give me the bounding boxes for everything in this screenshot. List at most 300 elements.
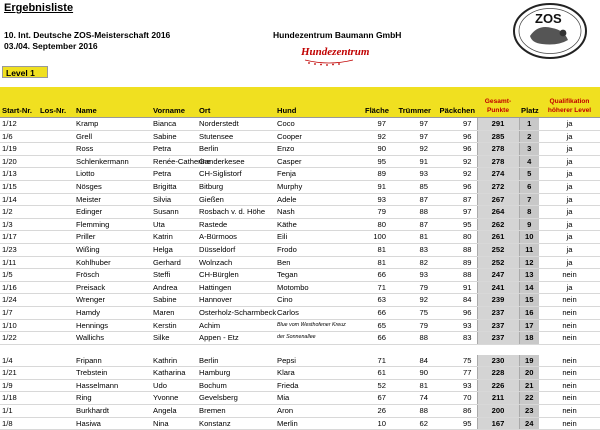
table-row xyxy=(0,118,600,131)
cell-paeckchen: 93 xyxy=(433,379,477,392)
cell-startnr: 1/2 xyxy=(0,206,38,219)
results-table xyxy=(0,87,600,430)
cell-startnr: 1/18 xyxy=(0,392,38,405)
cell-name: Grell xyxy=(74,130,151,143)
cell-name: Preisack xyxy=(74,281,151,294)
cell-startnr: 1/5 xyxy=(0,269,38,282)
table-row xyxy=(0,155,600,168)
cell-truemmer: 81 xyxy=(391,231,433,244)
col-hund: Hund xyxy=(275,87,351,118)
cell-gesamt: 272 xyxy=(477,180,519,193)
table-row xyxy=(0,319,600,332)
cell-paeckchen: 87 xyxy=(433,193,477,206)
cell-platz: 14 xyxy=(519,281,539,294)
spacer-cell xyxy=(0,344,600,355)
cell-flaeche: 66 xyxy=(351,306,391,319)
cell-platz: 24 xyxy=(519,417,539,430)
cell-flaeche: 92 xyxy=(351,130,391,143)
table-row xyxy=(0,180,600,193)
cell-paeckchen: 97 xyxy=(433,206,477,219)
cell-startnr: 1/15 xyxy=(0,180,38,193)
cell-vorname: Katrin xyxy=(151,231,197,244)
cell-startnr: 1/16 xyxy=(0,281,38,294)
cell-vorname: Brigitta xyxy=(151,180,197,193)
cell-ort: Appen - Etz xyxy=(197,332,275,345)
hundezentrum-logo xyxy=(299,42,370,68)
cell-platz: 17 xyxy=(519,319,539,332)
cell-paeckchen: 92 xyxy=(433,168,477,181)
cell-paeckchen: 84 xyxy=(433,294,477,307)
cell-paeckchen: 95 xyxy=(433,417,477,430)
cell-losnr xyxy=(38,143,74,156)
cell-hund: Fenja xyxy=(275,168,351,181)
zos-logo xyxy=(512,2,588,60)
cell-quali: ja xyxy=(539,180,600,193)
cell-paeckchen: 77 xyxy=(433,367,477,380)
cell-name: Wrenger xyxy=(74,294,151,307)
cell-name: Liotto xyxy=(74,168,151,181)
cell-quali: ja xyxy=(539,281,600,294)
cell-paeckchen: 96 xyxy=(433,130,477,143)
cell-gesamt: 285 xyxy=(477,130,519,143)
cell-hund: Murphy xyxy=(275,180,351,193)
cell-flaeche: 91 xyxy=(351,180,391,193)
event-date: 03./04. September 2016 xyxy=(4,41,98,51)
col-gesamt: Gesamt-Punkte xyxy=(477,87,519,118)
cell-name: Fripann xyxy=(74,355,151,367)
cell-vorname: Silvia xyxy=(151,193,197,206)
cell-flaeche: 71 xyxy=(351,281,391,294)
cell-flaeche: 89 xyxy=(351,168,391,181)
cell-hund: Carlos xyxy=(275,306,351,319)
cell-hund: Adele xyxy=(275,193,351,206)
cell-gesamt: 237 xyxy=(477,319,519,332)
cell-vorname: Renée-Catherine xyxy=(151,155,197,168)
table-row xyxy=(0,256,600,269)
cell-startnr: 1/14 xyxy=(0,193,38,206)
cell-quali: nein xyxy=(539,269,600,282)
cell-flaeche: 81 xyxy=(351,256,391,269)
cell-startnr: 1/13 xyxy=(0,168,38,181)
cell-paeckchen: 96 xyxy=(433,180,477,193)
cell-flaeche: 65 xyxy=(351,319,391,332)
cell-gesamt: 291 xyxy=(477,118,519,131)
cell-truemmer: 91 xyxy=(391,155,433,168)
table-row xyxy=(0,392,600,405)
cell-ort: Gießen xyxy=(197,193,275,206)
cell-vorname: Angela xyxy=(151,405,197,418)
table-row xyxy=(0,306,600,319)
cell-ort: Rastede xyxy=(197,218,275,231)
cell-platz: 20 xyxy=(519,367,539,380)
cell-name: Kohlhuber xyxy=(74,256,151,269)
col-truemmer: Trümmer xyxy=(391,87,433,118)
cell-gesamt: 211 xyxy=(477,392,519,405)
cell-gesamt: 267 xyxy=(477,193,519,206)
table-row xyxy=(0,231,600,244)
col-platz: Platz xyxy=(519,87,539,118)
cell-flaeche: 63 xyxy=(351,294,391,307)
cell-losnr xyxy=(38,417,74,430)
cell-hund: Motombo xyxy=(275,281,351,294)
cell-quali: nein xyxy=(539,417,600,430)
cell-truemmer: 97 xyxy=(391,118,433,131)
table-row xyxy=(0,218,600,231)
cell-paeckchen: 88 xyxy=(433,269,477,282)
cell-quali: ja xyxy=(539,243,600,256)
cell-ort: Osterholz-Scharmbeck xyxy=(197,306,275,319)
table-row xyxy=(0,130,600,143)
cell-quali: nein xyxy=(539,306,600,319)
cell-truemmer: 81 xyxy=(391,379,433,392)
cell-vorname: Maren xyxy=(151,306,197,319)
logo-text: Hundezentrum xyxy=(301,46,370,58)
cell-vorname: Gerhard xyxy=(151,256,197,269)
col-name: Name xyxy=(74,87,151,118)
cell-hund: Nash xyxy=(275,206,351,219)
cell-platz: 18 xyxy=(519,332,539,345)
cell-truemmer: 83 xyxy=(391,243,433,256)
cell-ort: Düsseldorf xyxy=(197,243,275,256)
cell-flaeche: 97 xyxy=(351,118,391,131)
cell-gesamt: 261 xyxy=(477,231,519,244)
cell-platz: 7 xyxy=(519,193,539,206)
cell-truemmer: 92 xyxy=(391,143,433,156)
cell-hund: Coco xyxy=(275,118,351,131)
col-quali: Qualifikation höherer Level xyxy=(539,87,600,118)
cell-hund: Merlin xyxy=(275,417,351,430)
cell-quali: nein xyxy=(539,294,600,307)
cell-losnr xyxy=(38,256,74,269)
cell-startnr: 1/1 xyxy=(0,405,38,418)
cell-platz: 23 xyxy=(519,405,539,418)
cell-quali: ja xyxy=(539,143,600,156)
cell-quali: ja xyxy=(539,256,600,269)
cell-paeckchen: 92 xyxy=(433,155,477,168)
cell-losnr xyxy=(38,392,74,405)
cell-losnr xyxy=(38,355,74,367)
cell-truemmer: 74 xyxy=(391,392,433,405)
cell-quali: nein xyxy=(539,332,600,345)
cell-startnr: 1/24 xyxy=(0,294,38,307)
cell-ort: Hattingen xyxy=(197,281,275,294)
table-row xyxy=(0,243,600,256)
cell-hund: Käthe xyxy=(275,218,351,231)
cell-ort: A-Bürmoos xyxy=(197,231,275,244)
cell-flaeche: 66 xyxy=(351,269,391,282)
cell-startnr: 1/4 xyxy=(0,355,38,367)
cell-flaeche: 26 xyxy=(351,405,391,418)
cell-hund: Blue vom Westhofener Kreuz xyxy=(275,319,351,332)
cell-flaeche: 80 xyxy=(351,218,391,231)
col-paeckchen: Päckchen xyxy=(433,87,477,118)
cell-truemmer: 62 xyxy=(391,417,433,430)
cell-quali: nein xyxy=(539,405,600,418)
cell-flaeche: 71 xyxy=(351,355,391,367)
col-losnr: Los-Nr. xyxy=(38,87,74,118)
table-row xyxy=(0,332,600,345)
cell-paeckchen: 75 xyxy=(433,355,477,367)
cell-startnr: 1/8 xyxy=(0,417,38,430)
cell-hund: Casper xyxy=(275,155,351,168)
cell-hund: Cino xyxy=(275,294,351,307)
cell-paeckchen: 89 xyxy=(433,256,477,269)
cell-startnr: 1/3 xyxy=(0,218,38,231)
table-row xyxy=(0,168,600,181)
cell-name: Hasselmann xyxy=(74,379,151,392)
cell-startnr: 1/9 xyxy=(0,379,38,392)
cell-paeckchen: 80 xyxy=(433,231,477,244)
cell-flaeche: 79 xyxy=(351,206,391,219)
cell-losnr xyxy=(38,118,74,131)
cell-vorname: Sabine xyxy=(151,130,197,143)
cell-paeckchen: 96 xyxy=(433,143,477,156)
cell-vorname: Petra xyxy=(151,168,197,181)
cell-ort: Konstanz xyxy=(197,417,275,430)
col-startnr: Start-Nr. xyxy=(0,87,38,118)
cell-flaeche: 10 xyxy=(351,417,391,430)
cell-gesamt: 228 xyxy=(477,367,519,380)
cell-truemmer: 97 xyxy=(391,130,433,143)
cell-ort: Stutensee xyxy=(197,130,275,143)
cell-ort: Bremen xyxy=(197,405,275,418)
cell-paeckchen: 70 xyxy=(433,392,477,405)
cell-losnr xyxy=(38,332,74,345)
cell-truemmer: 92 xyxy=(391,294,433,307)
cell-ort: Berlin xyxy=(197,355,275,367)
cell-startnr: 1/17 xyxy=(0,231,38,244)
cell-platz: 5 xyxy=(519,168,539,181)
cell-gesamt: 278 xyxy=(477,155,519,168)
cell-losnr xyxy=(38,405,74,418)
cell-quali: ja xyxy=(539,130,600,143)
cell-gesamt: 237 xyxy=(477,306,519,319)
cell-platz: 9 xyxy=(519,218,539,231)
cell-platz: 2 xyxy=(519,130,539,143)
cell-flaeche: 67 xyxy=(351,392,391,405)
cell-losnr xyxy=(38,168,74,181)
cell-vorname: Andrea xyxy=(151,281,197,294)
cell-name: Hamdy xyxy=(74,306,151,319)
cell-name: Nösges xyxy=(74,180,151,193)
cell-paeckchen: 96 xyxy=(433,306,477,319)
cell-hund: Aron xyxy=(275,405,351,418)
cell-flaeche: 90 xyxy=(351,143,391,156)
cell-gesamt: 226 xyxy=(477,379,519,392)
cell-quali: ja xyxy=(539,168,600,181)
cell-truemmer: 75 xyxy=(391,306,433,319)
cell-name: Flemming xyxy=(74,218,151,231)
cell-flaeche: 95 xyxy=(351,155,391,168)
cell-truemmer: 79 xyxy=(391,319,433,332)
cell-truemmer: 93 xyxy=(391,269,433,282)
cell-name: Hennings xyxy=(74,319,151,332)
cell-vorname: Kathrin xyxy=(151,355,197,367)
table-row xyxy=(0,281,600,294)
page-title: Ergebnisliste xyxy=(4,2,74,14)
cell-losnr xyxy=(38,155,74,168)
cell-hund: Frieda xyxy=(275,379,351,392)
cell-name: Frösch xyxy=(74,269,151,282)
table-row xyxy=(0,417,600,430)
cell-platz: 3 xyxy=(519,143,539,156)
cell-platz: 11 xyxy=(519,243,539,256)
cell-hund: Tegan xyxy=(275,269,351,282)
level-badge: Level 1 xyxy=(2,66,48,78)
cell-ort: Berlin xyxy=(197,143,275,156)
cell-vorname: Yvonne xyxy=(151,392,197,405)
event-info xyxy=(4,30,170,52)
cell-name: Schlenkermann xyxy=(74,155,151,168)
cell-vorname: Helga xyxy=(151,243,197,256)
cell-name: Hasiwa xyxy=(74,417,151,430)
cell-vorname: Steffi xyxy=(151,269,197,282)
cell-name: Ross xyxy=(74,143,151,156)
cell-truemmer: 93 xyxy=(391,168,433,181)
cell-quali: nein xyxy=(539,379,600,392)
cell-startnr: 1/22 xyxy=(0,332,38,345)
cell-hund: Frodo xyxy=(275,243,351,256)
cell-ort: Achim xyxy=(197,319,275,332)
cell-losnr xyxy=(38,281,74,294)
table-row xyxy=(0,143,600,156)
cell-hund: Mia xyxy=(275,392,351,405)
cell-losnr xyxy=(38,218,74,231)
cell-paeckchen: 83 xyxy=(433,332,477,345)
cell-gesamt: 274 xyxy=(477,168,519,181)
cell-truemmer: 90 xyxy=(391,367,433,380)
cell-losnr xyxy=(38,180,74,193)
cell-quali: ja xyxy=(539,118,600,131)
cell-gesamt: 278 xyxy=(477,143,519,156)
cell-ort: Rosbach v. d. Höhe xyxy=(197,206,275,219)
cell-name: Wallichs xyxy=(74,332,151,345)
cell-truemmer: 84 xyxy=(391,355,433,367)
table-row xyxy=(0,405,600,418)
table-header xyxy=(0,87,600,118)
cell-truemmer: 88 xyxy=(391,405,433,418)
cell-gesamt: 247 xyxy=(477,269,519,282)
cell-gesamt: 252 xyxy=(477,256,519,269)
cell-quali: ja xyxy=(539,193,600,206)
cell-vorname: Bianca xyxy=(151,118,197,131)
cell-platz: 12 xyxy=(519,256,539,269)
cell-vorname: Uta xyxy=(151,218,197,231)
cell-quali: ja xyxy=(539,206,600,219)
cell-quali: nein xyxy=(539,319,600,332)
spacer-row xyxy=(0,344,600,355)
cell-truemmer: 79 xyxy=(391,281,433,294)
cell-name: Trebstein xyxy=(74,367,151,380)
cell-paeckchen: 95 xyxy=(433,218,477,231)
table-row xyxy=(0,379,600,392)
cell-platz: 1 xyxy=(519,118,539,131)
cell-quali: nein xyxy=(539,355,600,367)
cell-losnr xyxy=(38,193,74,206)
cell-platz: 21 xyxy=(519,379,539,392)
cell-losnr xyxy=(38,306,74,319)
table-row xyxy=(0,294,600,307)
cell-truemmer: 88 xyxy=(391,332,433,345)
cell-losnr xyxy=(38,231,74,244)
cell-ort: Wolnzach xyxy=(197,256,275,269)
cell-vorname: Petra xyxy=(151,143,197,156)
cell-ort: Hannover xyxy=(197,294,275,307)
col-ort: Ort xyxy=(197,87,275,118)
cell-gesamt: 252 xyxy=(477,243,519,256)
cell-platz: 19 xyxy=(519,355,539,367)
col-flaeche: Fläche xyxy=(351,87,391,118)
cell-vorname: Silke xyxy=(151,332,197,345)
cell-flaeche: 66 xyxy=(351,332,391,345)
cell-truemmer: 85 xyxy=(391,180,433,193)
cell-platz: 22 xyxy=(519,392,539,405)
cell-paeckchen: 88 xyxy=(433,243,477,256)
cell-ort: CH-Bürglen xyxy=(197,269,275,282)
cell-flaeche: 81 xyxy=(351,243,391,256)
cell-hund: Cooper xyxy=(275,130,351,143)
cell-hund: Pepsi xyxy=(275,355,351,367)
cell-losnr xyxy=(38,379,74,392)
cell-platz: 13 xyxy=(519,269,539,282)
cell-vorname: Udo xyxy=(151,379,197,392)
cell-vorname: Kerstin xyxy=(151,319,197,332)
event-title: 10. Int. Deutsche ZOS-Meisterschaft 2016 xyxy=(4,30,171,40)
cell-losnr xyxy=(38,206,74,219)
cell-truemmer: 87 xyxy=(391,193,433,206)
cell-ort: Ganderkesee xyxy=(197,155,275,168)
cell-hund: Eili xyxy=(275,231,351,244)
cell-hund: Ben xyxy=(275,256,351,269)
cell-losnr xyxy=(38,130,74,143)
cell-name: Edinger xyxy=(74,206,151,219)
logo-zos-text: ZOS xyxy=(535,11,562,26)
cell-losnr xyxy=(38,269,74,282)
table-row xyxy=(0,193,600,206)
cell-startnr: 1/10 xyxy=(0,319,38,332)
organizer: Hundezentrum Baumann GmbH xyxy=(273,30,402,40)
cell-platz: 8 xyxy=(519,206,539,219)
cell-vorname: Nina xyxy=(151,417,197,430)
cell-paeckchen: 97 xyxy=(433,118,477,131)
cell-losnr xyxy=(38,319,74,332)
table-row xyxy=(0,269,600,282)
cell-name: Kramp xyxy=(74,118,151,131)
cell-platz: 10 xyxy=(519,231,539,244)
cell-losnr xyxy=(38,243,74,256)
cell-ort: Norderstedt xyxy=(197,118,275,131)
cell-truemmer: 82 xyxy=(391,256,433,269)
cell-gesamt: 264 xyxy=(477,206,519,219)
cell-platz: 15 xyxy=(519,294,539,307)
cell-gesamt: 262 xyxy=(477,218,519,231)
cell-gesamt: 230 xyxy=(477,355,519,367)
cell-gesamt: 237 xyxy=(477,332,519,345)
cell-flaeche: 100 xyxy=(351,231,391,244)
cell-paeckchen: 93 xyxy=(433,319,477,332)
cell-ort: CH-Siglistorf xyxy=(197,168,275,181)
cell-startnr: 1/23 xyxy=(0,243,38,256)
cell-platz: 4 xyxy=(519,155,539,168)
cell-name: Wißing xyxy=(74,243,151,256)
cell-ort: Gevelsberg xyxy=(197,392,275,405)
cell-quali: ja xyxy=(539,218,600,231)
cell-quali: ja xyxy=(539,155,600,168)
cell-gesamt: 200 xyxy=(477,405,519,418)
table-row xyxy=(0,355,600,367)
cell-ort: Bitburg xyxy=(197,180,275,193)
cell-ort: Bochum xyxy=(197,379,275,392)
